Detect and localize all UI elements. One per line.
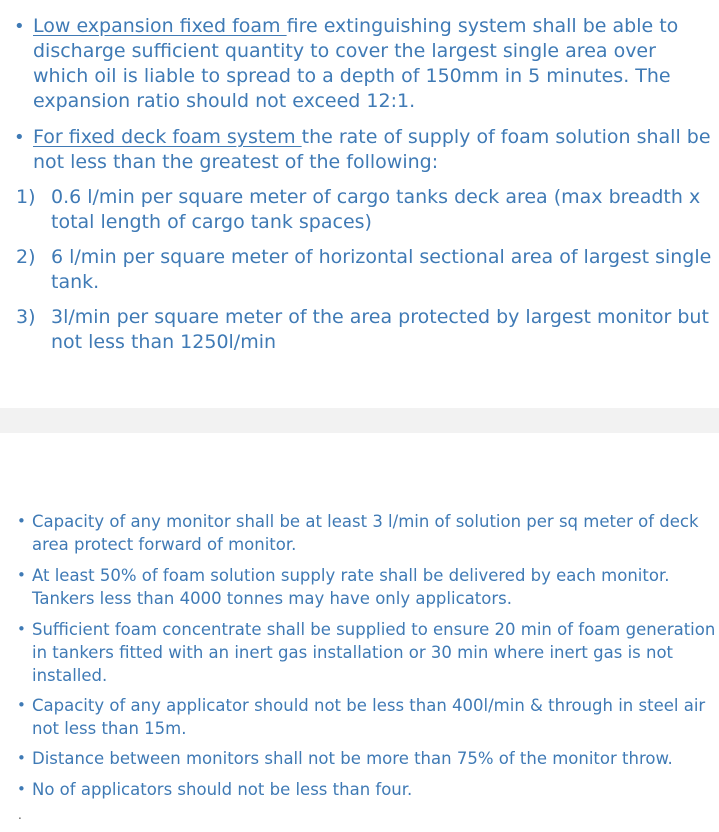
bullet-text: No of applicators should not be less than four. [32, 780, 413, 799]
numbered-item-3 [16, 305, 716, 355]
bullet-low-expansion-foam [14, 14, 714, 114]
number-marker: 1) [16, 186, 36, 208]
bullet-marker: • [17, 696, 26, 714]
bullet-text [33, 125, 714, 175]
fixed-deck-foam-link[interactable]: For fixed deck foam system [33, 126, 302, 148]
numbered-item-1 [16, 185, 716, 235]
numbered-item-2 [16, 245, 716, 295]
bullet-applicator-capacity [17, 694, 717, 740]
bullet-marker: • [17, 780, 26, 798]
bullet-body: fire extinguishing system shall be able to discharge sufficient quantity to cover the largest single area over which oil is liable to spread to a depth of 150mm in 5 minutes. The expansion ratio should not exceed 12:1. [33, 15, 679, 112]
bullet-supply-rate [17, 564, 717, 610]
bullet-monitor-capacity [17, 510, 717, 556]
bullet-text: Capacity of any monitor shall be at least 3 l/min of solution per sq meter of deck area protect forward of monitor. [32, 512, 699, 554]
bullet-text: Capacity of any applicator should not be less than 400l/min & through in steel air not less than 15m. [32, 696, 706, 738]
bullet-marker: • [17, 512, 26, 530]
bullet-foam-concentrate [17, 618, 717, 687]
bullet-marker: • [17, 749, 26, 767]
number-marker: 3) [16, 306, 36, 328]
top-slide [0, 0, 719, 408]
bullet-fixed-deck-foam [14, 125, 714, 175]
bullet-applicator-count [17, 778, 717, 801]
slide-separator [0, 408, 719, 433]
bullet-text [33, 14, 714, 114]
low-expansion-foam-link[interactable]: Low expansion fixed foam [33, 15, 287, 37]
bullet-marker: • [17, 566, 26, 584]
bullet-text: Sufficient foam concentrate shall be supplied to ensure 20 min of foam generation in tankers fitted with an inert gas installation or 30 min where inert gas is not installed. [32, 620, 716, 685]
bullet-text: Distance between monitors shall not be more than 75% of the monitor throw. [32, 749, 673, 768]
bullet-marker: • [14, 127, 25, 148]
numbered-text: 6 l/min per square meter of horizontal sectional area of largest single tank. [51, 246, 712, 293]
trailing-mark: . [18, 808, 22, 822]
bullet-monitor-distance [17, 747, 717, 770]
number-marker: 2) [16, 246, 36, 268]
numbered-text: 3l/min per square meter of the area protected by largest monitor but not less than 1250l/min [51, 306, 709, 353]
bullet-marker: • [17, 620, 26, 638]
bullet-text: At least 50% of foam solution supply rate shall be delivered by each monitor. Tankers less than 4000 tonnes may have only applicators. [32, 566, 670, 608]
numbered-text: 0.6 l/min per square meter of cargo tanks deck area (max breadth x total length of cargo tank spaces) [51, 186, 701, 233]
bullet-body: the rate of supply of foam solution shall be not less than the greatest of the following: [33, 126, 711, 173]
bullet-marker: • [14, 16, 25, 37]
